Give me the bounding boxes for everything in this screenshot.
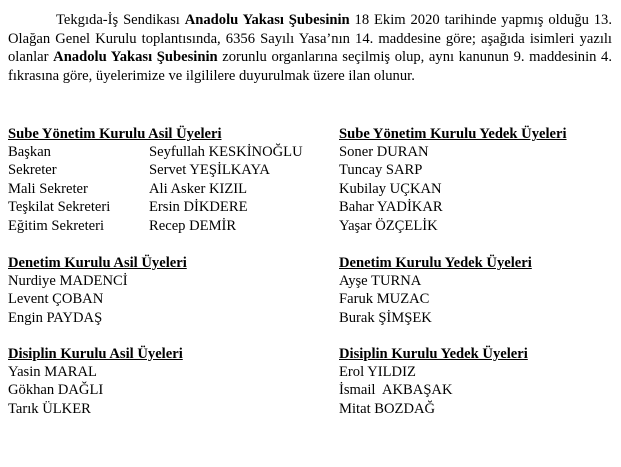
member-name: Servet YEŞİLKAYA <box>149 162 270 179</box>
disiplin-yedek-name: Erol YILDIZ <box>339 364 416 380</box>
intro-text-2: 18 Ekim 2020 tarihinde yapmış olduğu 13. Olağan Genel Kurulu toplantısında, 6356 Sayılı Yasa’nın 14. maddesine göre; aşağıda isimleri yazılı olanlar <box>8 12 612 66</box>
disiplin-yedek-heading: Disiplin Kurulu Yedek Üyeleri <box>339 346 528 362</box>
denetim-asil-name: Levent ÇOBAN <box>8 291 104 308</box>
intro-text-1: Tekgıda-İş Sendikası <box>56 12 185 28</box>
sube-yedek-column <box>339 125 614 235</box>
disiplin-asil-name: Yasin MARAL <box>8 364 97 380</box>
member-role: Sekreter <box>8 162 57 179</box>
intro-text-3: zorunlu organlarına seçilmiş olup, aynı kanunun 9. maddesinin 4. fıkrasına göre, üyelerimize ve ilgililere duyurulmak üzere ilan olunur. <box>8 49 612 84</box>
sube-yedek-name: Kubilay UÇKAN <box>339 180 442 197</box>
sube-asil-row <box>8 217 338 235</box>
disiplin-asil-heading: Disiplin Kurulu Asil Üyeleri <box>8 346 183 362</box>
disiplin-yedek-name: Mitat BOZDAĞ <box>339 400 436 417</box>
denetim-yedek-column <box>339 254 614 327</box>
sube-asil-row <box>8 180 338 198</box>
member-name: Ali Asker KIZIL <box>149 180 248 197</box>
denetim-asil-column <box>8 254 338 327</box>
sube-yedek-name: Bahar YADİKAR <box>339 199 443 216</box>
disiplin-asil-name: Tarık ÜLKER <box>8 400 91 417</box>
denetim-asil-heading: Denetim Kurulu Asil Üyeleri <box>8 255 187 271</box>
denetim-yedek-name: Ayşe TURNA <box>339 273 422 289</box>
disiplin-yedek-column <box>339 345 614 418</box>
denetim-yedek-heading: Denetim Kurulu Yedek Üyeleri <box>339 255 532 271</box>
member-name: Recep DEMİR <box>149 217 237 234</box>
member-role: Başkan <box>8 144 51 160</box>
disiplin-yedek-name: İsmail AKBAŞAK <box>339 382 453 399</box>
sube-asil-column <box>8 125 338 235</box>
sube-yedek-name: Yaşar ÖZÇELİK <box>339 217 438 234</box>
denetim-asil-name: Nurdiye MADENCİ <box>8 273 128 289</box>
sube-asil-row <box>8 198 338 216</box>
member-role: Mali Sekreter <box>8 180 88 197</box>
intro-paragraph <box>8 11 612 85</box>
branch-name-2: Anadolu Yakası Şubesinin <box>53 49 218 66</box>
branch-name-1: Anadolu Yakası Şubesinin <box>184 12 350 28</box>
sube-asil-heading: Sube Yönetim Kurulu Asil Üyeleri <box>8 126 222 142</box>
sube-yedek-name: Tuncay SARP <box>339 162 423 179</box>
denetim-yedek-name: Faruk MUZAC <box>339 291 430 308</box>
sube-asil-row <box>8 143 338 161</box>
member-name: Seyfullah KESKİNOĞLU <box>149 144 303 160</box>
denetim-asil-name: Engin PAYDAŞ <box>8 309 103 326</box>
sube-asil-row <box>8 161 338 179</box>
member-role: Teşkilat Sekreteri <box>8 199 111 216</box>
disiplin-asil-name: Gökhan DAĞLI <box>8 382 104 399</box>
sube-yedek-name: Soner DURAN <box>339 144 429 160</box>
member-name: Ersin DİKDERE <box>149 199 248 216</box>
disiplin-asil-column <box>8 345 338 418</box>
sube-yedek-heading: Sube Yönetim Kurulu Yedek Üyeleri <box>339 126 567 142</box>
member-role: Eğitim Sekreteri <box>8 217 105 234</box>
denetim-yedek-name: Burak ŞİMŞEK <box>339 309 432 326</box>
